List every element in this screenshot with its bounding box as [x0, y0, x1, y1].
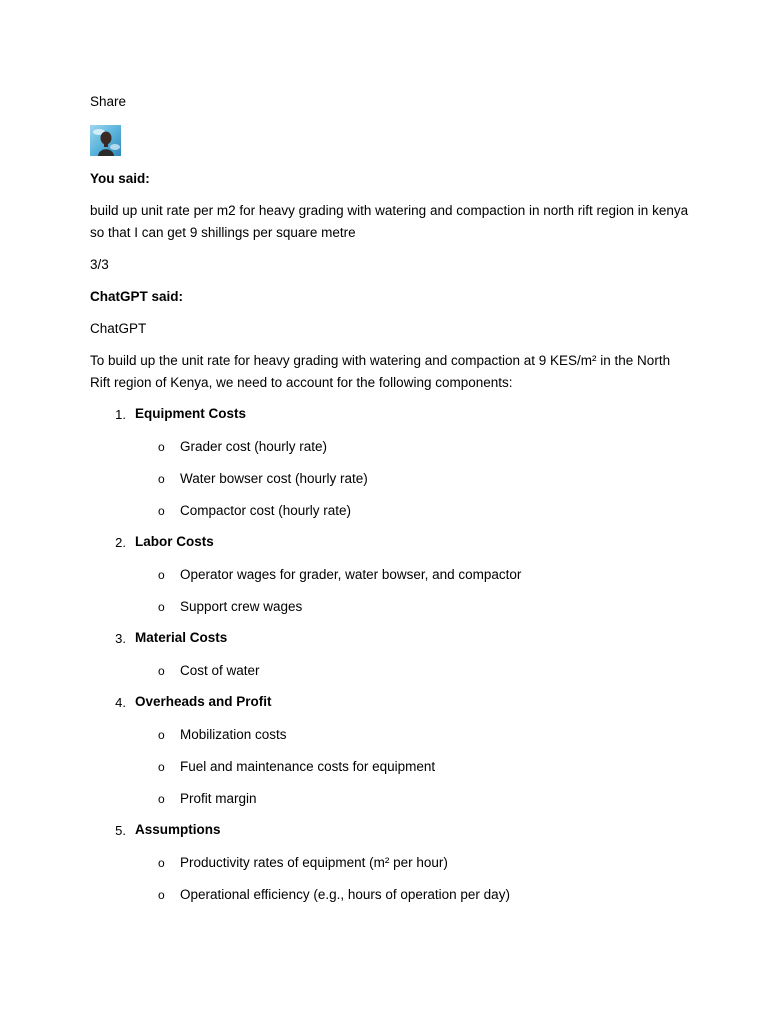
- list-item: Grader cost (hourly rate): [180, 439, 328, 454]
- list-item: Water bowser cost (hourly rate): [180, 471, 368, 486]
- section-number: 2.: [115, 535, 126, 550]
- list-item: Compactor cost (hourly rate): [180, 503, 352, 518]
- section-title: Assumptions: [135, 822, 221, 837]
- user-avatar: [90, 125, 121, 156]
- bullet-icon: o: [158, 728, 165, 742]
- bullet-icon: o: [158, 568, 165, 582]
- bullet-icon: o: [158, 888, 165, 902]
- user-label: You said:: [90, 171, 150, 186]
- bullet-icon: o: [158, 600, 165, 614]
- list-item: Operational efficiency (e.g., hours of operation per day): [180, 887, 510, 902]
- bullet-icon: o: [158, 472, 165, 486]
- section-number: 4.: [115, 695, 126, 710]
- avatar-image: [90, 125, 121, 156]
- section-title: Equipment Costs: [135, 406, 247, 421]
- list-item: Cost of water: [180, 663, 260, 678]
- bullet-icon: o: [158, 440, 165, 454]
- assistant-intro: To build up the unit rate for heavy grading with watering and compaction at 9 KES/m² in the North Rift region of Kenya, we need to account for the following components:: [90, 353, 671, 390]
- list-item: Profit margin: [180, 791, 257, 806]
- list-item: Support crew wages: [180, 599, 303, 614]
- list-item: Operator wages for grader, water bowser, and compactor: [180, 567, 522, 582]
- list-item: Productivity rates of equipment (m² per hour): [180, 855, 448, 870]
- assistant-label: ChatGPT said:: [90, 289, 184, 304]
- section-title: Material Costs: [135, 630, 228, 645]
- section-title: Labor Costs: [135, 534, 214, 549]
- bullet-icon: o: [158, 792, 165, 806]
- section-title: Overheads and Profit: [135, 694, 272, 709]
- list-item: Fuel and maintenance costs for equipment: [180, 759, 436, 774]
- version-indicator[interactable]: 3/3: [90, 257, 109, 272]
- section-number: 3.: [115, 631, 126, 646]
- user-message: build up unit rate per m2 for heavy grading with watering and compaction in north rift region in kenya so that I can get 9 shillings per square metre: [90, 203, 689, 240]
- bullet-icon: o: [158, 856, 165, 870]
- share-link[interactable]: Share: [90, 94, 127, 109]
- bullet-icon: o: [158, 504, 165, 518]
- bullet-icon: o: [158, 664, 165, 678]
- bullet-icon: o: [158, 760, 165, 774]
- assistant-name: ChatGPT: [90, 321, 147, 336]
- section-number: 1.: [115, 407, 126, 422]
- list-item: Mobilization costs: [180, 727, 287, 742]
- section-number: 5.: [115, 823, 126, 838]
